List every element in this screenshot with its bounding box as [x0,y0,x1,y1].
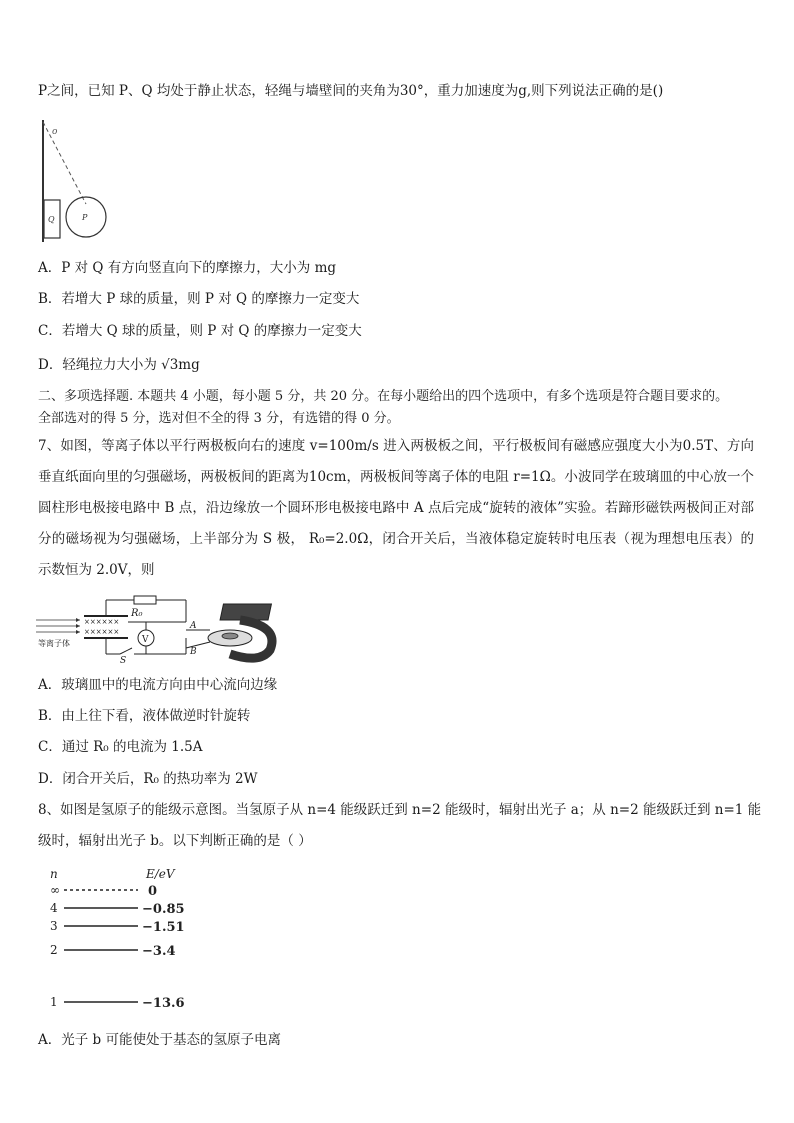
e-header: E/eV [146,867,175,881]
q7-cross-row-2: ×××××× [84,628,120,636]
q7-switch-label: S [120,656,127,664]
q7-option-c: C．通过 R₀ 的电流为 1.5A [38,739,203,755]
q7-figure [34,592,284,664]
q7-option-d: D．闭合开关后，R₀ 的热功率为 2W [38,771,258,787]
q7-r0-label: R₀ [131,608,143,619]
q8-stem-line2: 级时，辐射出光子 b。以下判断正确的是（ ） [38,833,312,849]
q7-b-label: B [190,647,197,657]
q6-label-p: P [82,213,88,222]
q6-stem: P之间，已知 P、Q 均处于静止状态，轻绳与墙壁间的夹角为30°，重力加速度为g,则下列说法正确的是() [38,83,664,99]
q6-figure [34,118,114,246]
q7-plasma-label: 等离子体 [38,639,70,648]
level-n-label: 4 [50,901,58,915]
level-energy-label: −13.6 [142,996,185,1011]
q8-option-a: A．光子 b 可能使处于基态的氢原子电离 [38,1032,281,1048]
level-energy-label: 0 [148,884,158,899]
q7-a-label: A [190,621,197,631]
level-n-label: 3 [50,919,58,933]
level-energy-label: −1.51 [142,920,185,935]
section2-line2: 全部选对的得 5 分，选对但不全的得 3 分，有选错的得 0 分。 [38,411,400,426]
section2-line1: 二、多项选择题. 本题共 4 小题，每小题 5 分，共 20 分。在每小题给出的四个选项中，有多个选项是符合题目要求的。 [38,389,729,404]
q7-voltmeter-label: V [142,635,149,645]
level-energy-label: −3.4 [142,944,176,959]
level-n-label: 1 [50,995,58,1009]
q7-option-a: A．玻璃皿中的电流方向由中心流向边缘 [38,677,278,693]
q6-option-d: D．轻绳拉力大小为 √3mg [38,357,200,373]
q6-label-q: Q [48,215,55,224]
q6-option-a: A．P 对 Q 有方向竖直向下的摩擦力，大小为 mg [38,260,337,276]
level-n-label: ∞ [50,883,60,897]
q6-option-b: B．若增大 P 球的质量，则 P 对 Q 的摩擦力一定变大 [38,291,360,307]
q8-stem-line1: 8、如图是氢原子的能级示意图。当氢原子从 n=4 能级跃迁到 n=2 能级时，辐射出光子 a；从 n=2 能级跃迁到 n=1 能 [38,802,762,818]
energy-level-diagram [34,862,234,1022]
level-energy-label: −0.85 [142,902,185,917]
q7-stem: 7、如图，等离子体以平行两极板向右的速度 v=100m/s 进入两极板之间，平行极板间有磁感应强度大小为0.5T、方向垂直纸面向里的匀强磁场，两极板间的距离为10cm，两极板间等离子体的电阻 r=1Ω。小波同学在玻璃皿的中心放一个圆柱形电极接电路中 B 点，沿边缘放一个圆环形电极接电路中 A 点后完成“旋转的液体”实验。若蹄形磁铁两极间正对部分的磁场视为匀强磁场，上半部分为 S 极， R₀=2.0Ω，闭合开关后，当液体稳定旋转时电压表（视为理想电压表）的示数恒为 2.0V，则 [38,438,754,578]
q7-option-b: B．由上往下看，液体做逆时针旋转 [38,708,251,724]
q7-cross-row-1: ×××××× [84,618,120,626]
q6-option-c: C．若增大 Q 球的质量，则 P 对 Q 的摩擦力一定变大 [38,323,362,339]
n-header: n [50,867,58,881]
level-n-label: 2 [50,943,58,957]
q6-label-o: o [52,127,58,137]
